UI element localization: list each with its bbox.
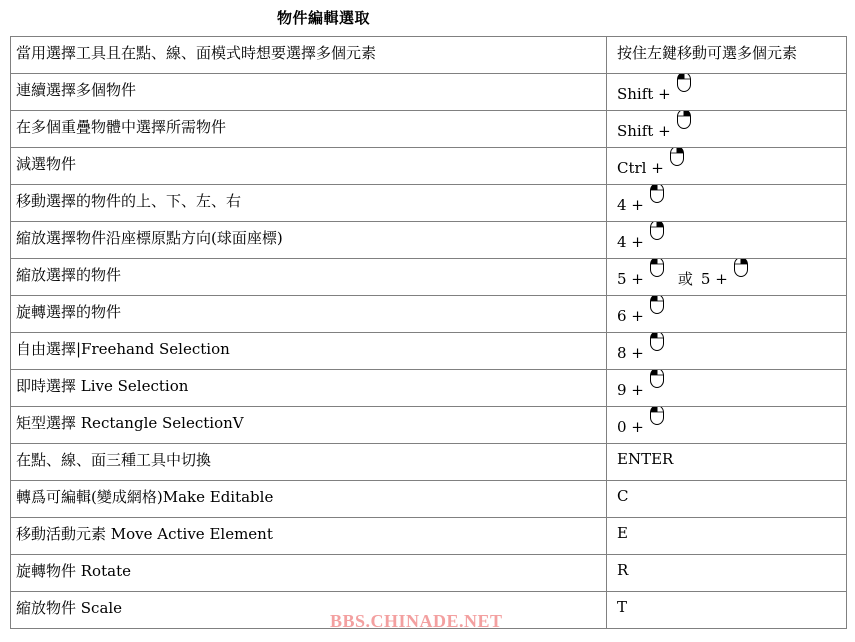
action-label: 縮放物件 Scale bbox=[16, 598, 123, 617]
shortcut-cell bbox=[607, 518, 847, 555]
shortcut-key: 5 + bbox=[617, 270, 644, 288]
action-label: 即時選擇 Live Selection bbox=[16, 376, 189, 395]
shortcut-key: Shift + bbox=[617, 85, 671, 103]
action-label: 縮放選擇物件沿座標原點方向(球面座標) bbox=[16, 228, 283, 247]
action-cell bbox=[11, 370, 607, 407]
action-label: 在多個重疊物體中選擇所需物件 bbox=[16, 117, 227, 136]
or-separator: 或 bbox=[677, 270, 693, 288]
action-cell bbox=[11, 333, 607, 370]
page-title: 物件編輯選取 bbox=[277, 9, 371, 27]
action-cell bbox=[11, 296, 607, 333]
action-label: 當用選擇工具且在點、線、面模式時想要選擇多個元素 bbox=[16, 43, 377, 62]
shortcut-cell bbox=[607, 222, 847, 259]
shortcut-key: 9 + bbox=[617, 381, 644, 399]
action-cell bbox=[11, 518, 607, 555]
shortcut-cell bbox=[607, 592, 847, 629]
mouse-left-button-icon bbox=[648, 407, 666, 431]
mouse-right-button-icon bbox=[732, 259, 750, 283]
table-row bbox=[11, 444, 847, 481]
action-cell bbox=[11, 148, 607, 185]
shortcut-table bbox=[10, 36, 847, 629]
shortcut-key: C bbox=[617, 487, 629, 505]
shortcut-key: T bbox=[617, 598, 628, 616]
mouse-left-button-icon bbox=[648, 185, 666, 209]
shortcut-key: R bbox=[617, 561, 629, 579]
action-cell bbox=[11, 444, 607, 481]
shortcut-cell bbox=[607, 296, 847, 333]
table-row bbox=[11, 259, 847, 296]
shortcut-cell bbox=[607, 37, 847, 74]
shortcut-key: 4 + bbox=[617, 233, 644, 251]
action-cell bbox=[11, 259, 607, 296]
table-row bbox=[11, 555, 847, 592]
shortcut-key: Shift + bbox=[617, 122, 671, 140]
mouse-right-button-icon bbox=[668, 148, 686, 172]
action-label: 移動活動元素 Move Active Element bbox=[16, 524, 273, 543]
watermark: BBS.CHINADE.NET bbox=[330, 611, 503, 631]
shortcut-key-alt: 5 + bbox=[700, 270, 728, 288]
action-cell bbox=[11, 37, 607, 74]
mouse-right-button-icon bbox=[648, 222, 666, 246]
action-cell bbox=[11, 74, 607, 111]
mouse-left-button-icon bbox=[648, 370, 666, 394]
mouse-left-button-icon bbox=[648, 296, 666, 320]
action-label: 矩型選擇 Rectangle SelectionV bbox=[16, 413, 244, 432]
shortcut-cell bbox=[607, 74, 847, 111]
mouse-right-button-icon bbox=[675, 111, 693, 135]
shortcut-cell bbox=[607, 481, 847, 518]
action-label: 旋轉選擇的物件 bbox=[16, 302, 122, 321]
shortcut-key: 0 + bbox=[617, 418, 644, 436]
shortcut-key: Ctrl + bbox=[617, 159, 664, 177]
action-label: 移動選擇的物件的上、下、左、右 bbox=[16, 191, 242, 210]
table-row bbox=[11, 481, 847, 518]
shortcut-key: ENTER bbox=[617, 450, 674, 468]
action-cell bbox=[11, 407, 607, 444]
shortcut-key: 4 + bbox=[617, 196, 644, 214]
shortcut-key: E bbox=[617, 524, 628, 542]
shortcut-cell bbox=[607, 111, 847, 148]
shortcut-cell bbox=[607, 370, 847, 407]
action-label: 縮放選擇的物件 bbox=[16, 265, 122, 284]
shortcut-cell bbox=[607, 555, 847, 592]
table-row bbox=[11, 37, 847, 74]
action-label: 自由選擇|Freehand Selection bbox=[16, 339, 230, 358]
shortcut-cell bbox=[607, 333, 847, 370]
action-label: 連續選擇多個物件 bbox=[16, 80, 137, 99]
action-cell bbox=[11, 481, 607, 518]
table-row bbox=[11, 148, 847, 185]
table-row bbox=[11, 407, 847, 444]
action-cell bbox=[11, 592, 607, 629]
action-cell bbox=[11, 555, 607, 592]
shortcut-key: 按住左鍵移動可選多個元素 bbox=[617, 43, 798, 62]
action-cell bbox=[11, 111, 607, 148]
shortcut-cell bbox=[607, 259, 847, 296]
action-label: 轉爲可編輯(變成網格)Make Editable bbox=[16, 487, 274, 506]
table-row bbox=[11, 370, 847, 407]
table-row bbox=[11, 333, 847, 370]
action-label: 在點、線、面三種工具中切換 bbox=[16, 450, 212, 469]
action-cell bbox=[11, 222, 607, 259]
mouse-left-button-icon bbox=[648, 259, 666, 283]
shortcut-cell bbox=[607, 407, 847, 444]
table-row bbox=[11, 518, 847, 555]
table-row bbox=[11, 222, 847, 259]
shortcut-key: 8 + bbox=[617, 344, 644, 362]
mouse-left-button-icon bbox=[675, 74, 693, 98]
table-row bbox=[11, 111, 847, 148]
action-label: 減選物件 bbox=[16, 154, 77, 173]
table-row bbox=[11, 74, 847, 111]
action-cell bbox=[11, 185, 607, 222]
shortcut-key: 6 + bbox=[617, 307, 644, 325]
table-row bbox=[11, 185, 847, 222]
shortcut-cell bbox=[607, 185, 847, 222]
mouse-left-button-icon bbox=[648, 333, 666, 357]
table-row bbox=[11, 296, 847, 333]
shortcut-cell bbox=[607, 444, 847, 481]
action-label: 旋轉物件 Rotate bbox=[16, 561, 131, 580]
shortcut-cell bbox=[607, 148, 847, 185]
